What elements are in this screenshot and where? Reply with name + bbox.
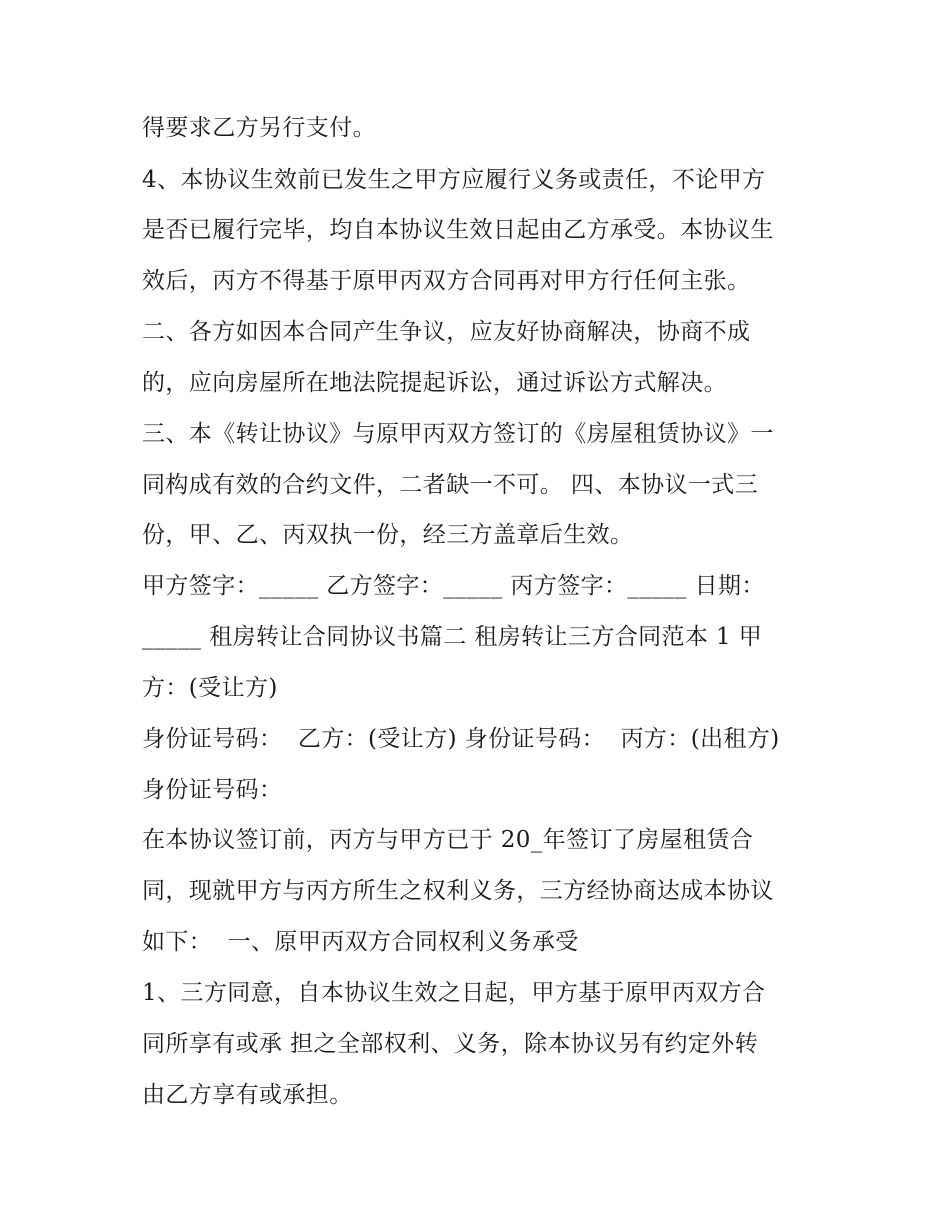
text-line: 1、三方同意，自本协议生效之日起，甲方基于原甲丙双方合 [142, 980, 766, 1006]
text-line: 效后，丙方不得基于原甲丙双方合同再对甲方行任何主张。 [142, 268, 751, 294]
text-line: 在本协议签订前，丙方与甲方已于 20_年签订了房屋租赁合 [142, 827, 754, 853]
text-line: 身份证号码： [142, 777, 283, 803]
text-line: 同所享有或承 担之全部权利、义务，除本协议另有约定外转 [142, 1031, 759, 1057]
text-line: 份，甲、乙、丙双执一份，经三方盖章后生效。 [142, 522, 634, 548]
text-line: 由乙方享有或承担。 [142, 1082, 353, 1108]
text-line: 方：(受让方) [142, 675, 278, 701]
text-line: 得要求乙方另行支付。 [142, 115, 376, 141]
text-line: 的，应向房屋所在地法院提起诉讼，通过诉讼方式解决。 [142, 370, 727, 396]
text-line: 同，现就甲方与丙方所生之权利义务，三方经协商达成本协议 [142, 878, 774, 904]
text-line: 甲方签字：_____ 乙方签字：_____ 丙方签字：_____ 日期： [142, 573, 765, 599]
text-line: 二、各方如因本合同产生争议，应友好协商解决，协商不成 [142, 319, 751, 345]
text-line: 是否已履行完毕，均自本协议生效日起由乙方承受。本协议生 [142, 217, 774, 243]
text-line: 身份证号码： 乙方：(受让方) 身份证号码： 丙方：(出租方) [142, 726, 780, 752]
text-line: _____ 租房转让合同协议书篇二 租房转让三方合同范本 1 甲 [142, 624, 763, 650]
text-line: 如下： 一、原甲丙双方合同权利义务承受 [142, 929, 579, 955]
text-line: 4、本协议生效前已发生之甲方应履行义务或责任，不论甲方 [142, 167, 766, 193]
text-line: 同构成有效的合约文件，二者缺一不可。 四、本协议一式三 [142, 472, 759, 498]
text-line: 三、本《转让协议》与原甲丙双方签订的《房屋租赁协议》一 [142, 421, 774, 447]
